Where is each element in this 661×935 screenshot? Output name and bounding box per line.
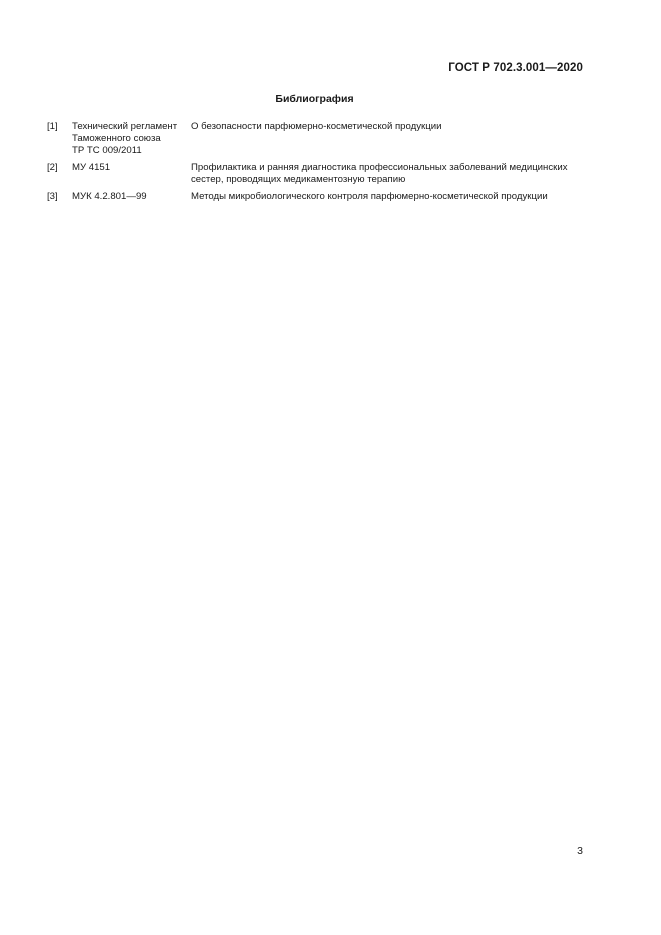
document-code-header: ГОСТ Р 702.3.001—2020 bbox=[448, 62, 583, 74]
entry-title: О безопасности парфюмерно-косметической продукции bbox=[191, 121, 442, 132]
entry-reference bbox=[72, 162, 191, 186]
entry-reference-line: Таможенного союза bbox=[72, 133, 161, 144]
bibliography-entry bbox=[47, 162, 592, 186]
entry-number: [1] bbox=[47, 121, 58, 132]
page-number: 3 bbox=[577, 845, 583, 857]
bibliography-list bbox=[47, 121, 592, 208]
bibliography-title: Библиография bbox=[275, 93, 354, 105]
entry-reference-line: МУ 4151 bbox=[72, 162, 111, 173]
entry-reference bbox=[72, 191, 191, 203]
entry-reference-line: ТР ТС 009/2011 bbox=[72, 145, 142, 156]
entry-reference bbox=[72, 121, 191, 157]
entry-reference-line: МУК 4.2.801—99 bbox=[72, 191, 147, 202]
entry-title: Профилактика и ранняя диагностика профессиональных заболеваний медицинских сестер, проводящих медикаментозную терапию bbox=[191, 162, 568, 185]
bibliography-entry bbox=[47, 121, 592, 157]
entry-number: [2] bbox=[47, 162, 58, 173]
entry-reference-line: Технический регламент bbox=[72, 121, 178, 132]
bibliography-entry bbox=[47, 191, 592, 203]
entry-title: Методы микробиологического контроля парфюмерно-косметической продукции bbox=[191, 191, 548, 202]
entry-number: [3] bbox=[47, 191, 58, 202]
